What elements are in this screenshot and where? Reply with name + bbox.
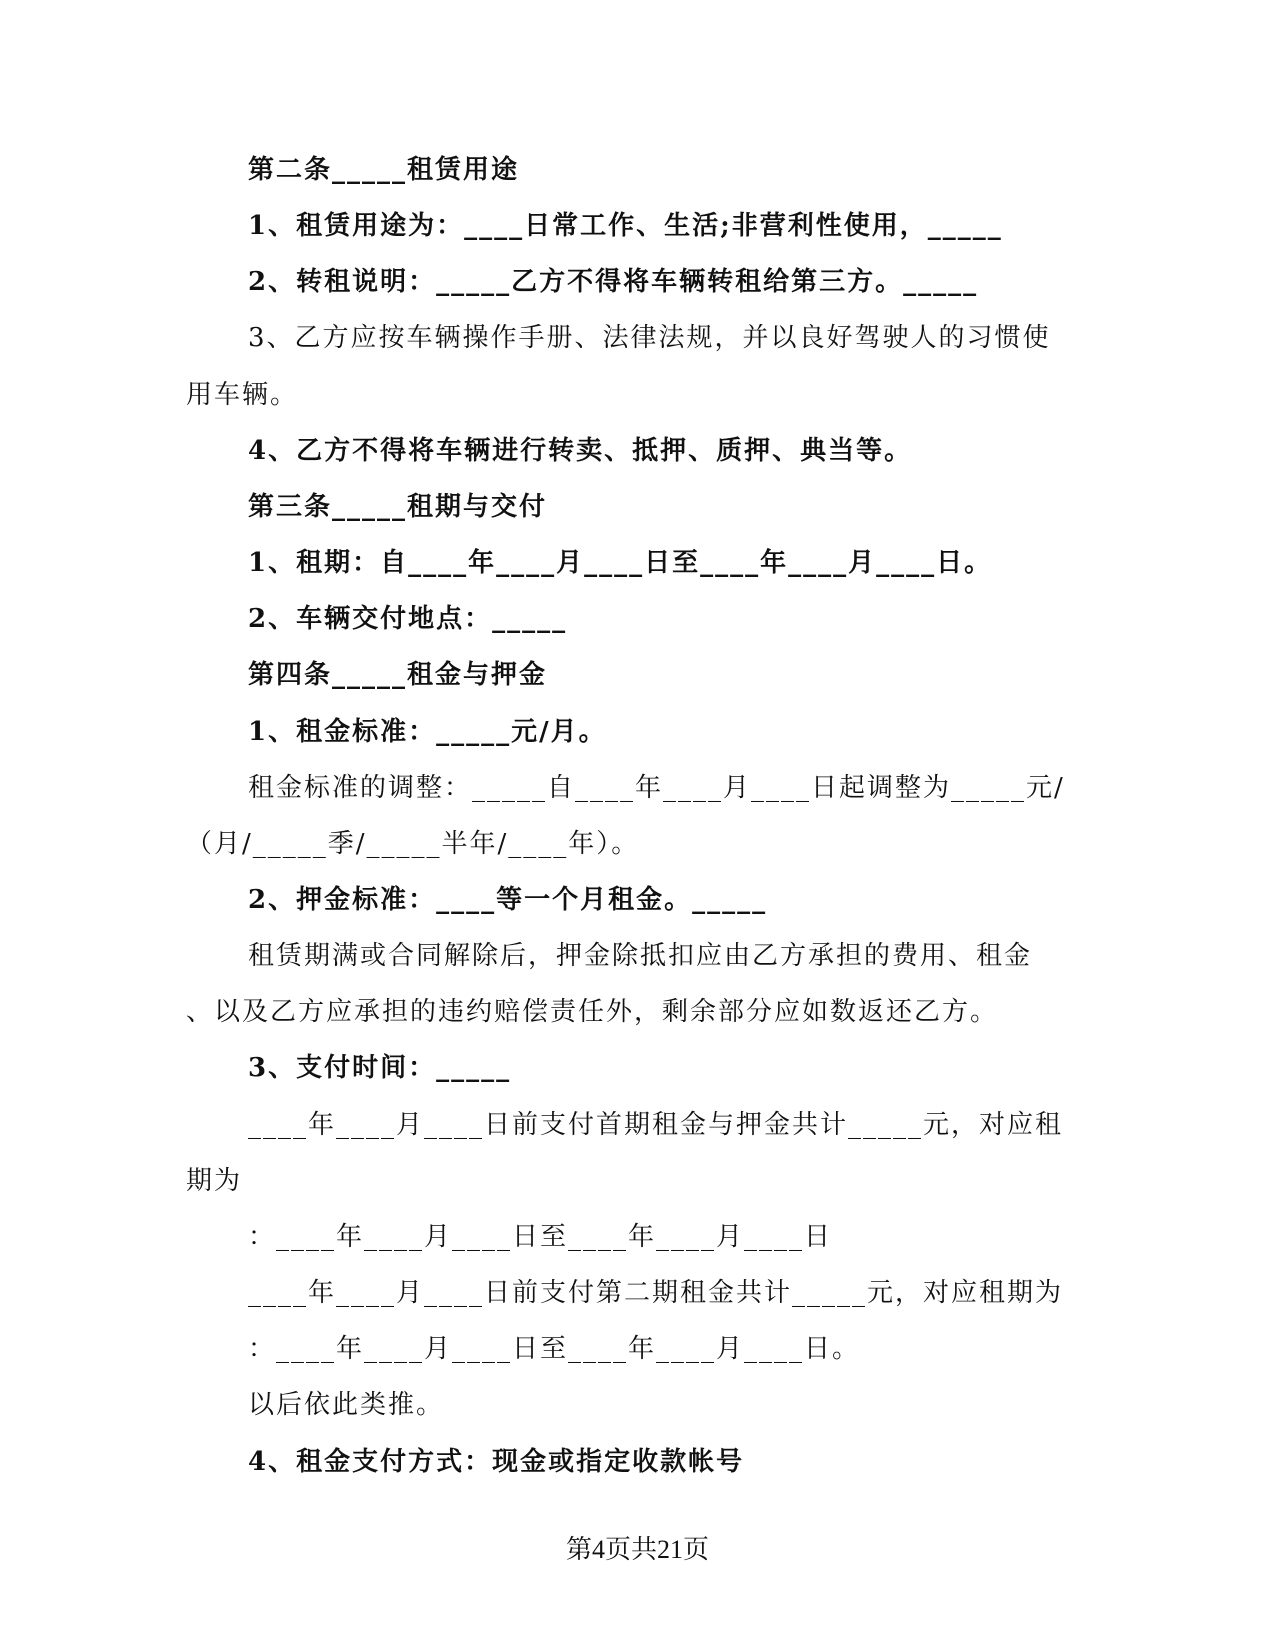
text-line: 4、乙方不得将车辆进行转卖、抵押、质押、典当等。 [248,436,913,466]
text-line: 以后依此类推。 [248,1390,445,1420]
text-line: 4、租金支付方式：现金或指定收款帐号 [248,1447,745,1477]
text-line: 第四条_____租金与押金 [248,660,548,690]
text-line: （月/_____季/_____半年/____年）。 [186,829,640,859]
text-line: 1、租赁用途为：____日常工作、生活;非营利性使用，_____ [248,211,1003,241]
text-line: 3、乙方应按车辆操作手册、法律法规，并以良好驾驶人的习惯使 [248,323,1051,353]
page-number-footer: 第4页共21页 [565,1535,709,1564]
text-line: 、以及乙方应承担的违约赔偿责任外，剩余部分应如数返还乙方。 [186,997,999,1027]
text-line: 第三条_____租期与交付 [248,492,548,522]
text-line: 用车辆。 [186,380,299,410]
text-line: 2、车辆交付地点：_____ [248,604,568,634]
text-line: 租金标准的调整：_____自____年____月____日起调整为_____元/ [248,773,1065,803]
text-line: ：____年____月____日至____年____月____日 [248,1222,833,1252]
text-line: 2、押金标准：____等一个月租金。_____ [248,885,768,915]
text-line: ____年____月____日前支付首期租金与押金共计_____元，对应租 [248,1110,1064,1140]
text-line: 3、支付时间：_____ [248,1053,512,1083]
text-line: 第二条_____租赁用途 [248,155,520,185]
text-line: 2、转租说明：_____乙方不得将车辆转租给第三方。_____ [248,267,979,297]
text-line: ____年____月____日前支付第二期租金共计_____元，对应租期为 [248,1278,1064,1308]
text-line: 期为 [186,1166,243,1196]
text-line: 1、租金标准：_____元/月。 [248,717,607,747]
text-line: ：____年____月____日至____年____月____日。 [248,1334,861,1364]
text-line: 1、租期：自____年____月____日至____年____月____日。 [248,548,993,578]
text-line: 租赁期满或合同解除后，押金除抵扣应由乙方承担的费用、租金 [248,941,1033,971]
